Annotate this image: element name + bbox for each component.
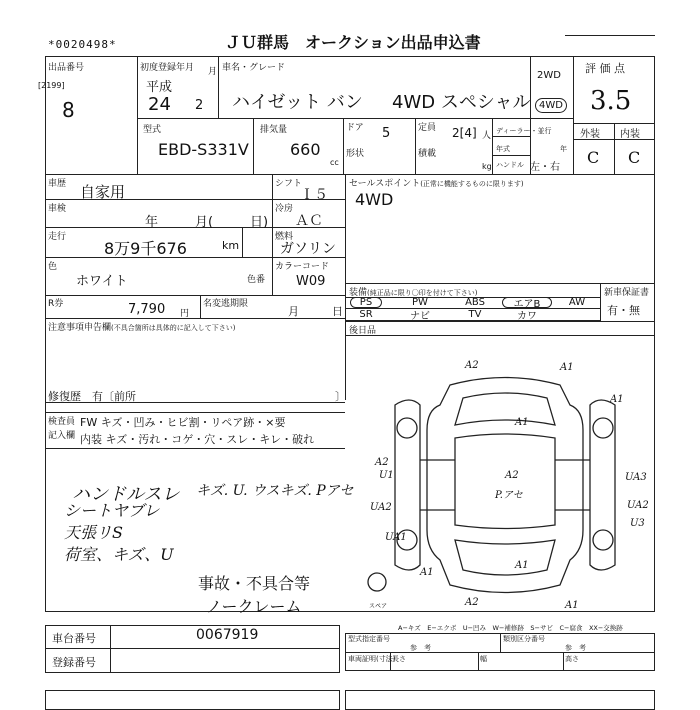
equipment-label: 装備(純正品に限り〇印を付けて下さい) — [349, 288, 478, 298]
fuel-value[interactable]: ガソリン — [280, 241, 336, 257]
load-unit: kg — [482, 162, 492, 171]
displacement-unit: cc — [330, 158, 339, 167]
equipment-item[interactable]: SR — [359, 309, 373, 320]
model-value[interactable]: EBD-S331V — [158, 140, 249, 159]
color-label: 色 — [48, 262, 58, 272]
notes-sub: (不具合箇所は具体的に記入して下さい) — [111, 324, 236, 332]
mileage-unit: km — [222, 239, 240, 252]
inspection-label: 車検 — [48, 204, 67, 214]
equipment-item[interactable]: ナビ — [410, 311, 430, 322]
color-value[interactable]: ホワイト — [76, 274, 128, 289]
size-label: 車両証明(寸法) — [348, 655, 396, 663]
equipment-item[interactable]: ABS — [465, 297, 485, 308]
class-label: 類別区分番号 — [503, 635, 545, 643]
damage-mark: U3 — [630, 518, 645, 529]
fuel-label: 燃料 — [275, 232, 294, 242]
lot-label: 出品番号 — [48, 63, 85, 73]
model-cert-ref: 参 考 — [410, 644, 431, 652]
shift-label: シフト — [275, 179, 303, 189]
class-ref: 参 考 — [565, 644, 586, 652]
equipment-item[interactable]: エアB — [502, 297, 552, 308]
first-reg-year[interactable]: 24 — [148, 94, 171, 115]
handwritten-line-2[interactable]: シートヤブレ — [64, 501, 160, 520]
equipment-item[interactable]: TV — [468, 309, 482, 320]
doors-value[interactable]: 5 — [382, 126, 391, 141]
handwritten-extra: キズ. U. ウスキズ. Pアセ — [196, 483, 354, 499]
damage-mark: A1 — [565, 600, 579, 611]
capacity-value[interactable]: 2[4] — [452, 126, 477, 140]
equipment-item[interactable]: AW — [568, 297, 586, 308]
car-name-value[interactable]: ハイゼット バン — [232, 92, 363, 113]
color-code-label: カラーコード — [275, 262, 330, 272]
equipment-item[interactable]: カワ — [517, 311, 537, 322]
inspector-row-2[interactable]: 内装 キズ・汚れ・コゲ・穴・スレ・キレ・破れ — [80, 433, 315, 446]
car-damage-diagram — [355, 350, 655, 615]
stamp-line-2: ノークレーム — [206, 597, 302, 616]
new-car-warranty-value[interactable]: 有・無 — [607, 304, 640, 317]
stamp-line-1: 事故・不具合等 — [198, 574, 311, 593]
equipment-sub: (純正品に限り〇印を付けて下さい) — [367, 289, 478, 297]
first-reg-month[interactable]: 2 — [195, 98, 204, 113]
usage-value[interactable]: 自家用 — [80, 183, 126, 201]
model-cert-label: 型式指定番号 — [348, 635, 390, 643]
exterior-score[interactable]: C — [587, 148, 600, 167]
bottom-strip-right — [345, 690, 655, 710]
damage-mark: A2 — [465, 360, 479, 371]
handwritten-line-4[interactable]: 荷室、キズ、U — [64, 545, 174, 564]
handwritten-line-1[interactable]: ハンドルスレ — [72, 484, 180, 505]
new-car-warranty-label: 新車保証書 — [604, 288, 650, 298]
shape-label: 形状 — [346, 149, 365, 159]
mileage-value[interactable]: 8万9千676 — [104, 239, 187, 258]
name-change-day[interactable]: 日 — [332, 305, 343, 318]
color-code-value[interactable]: W09 — [296, 274, 326, 289]
inspection-year[interactable]: 年 — [145, 215, 159, 230]
spare-label: スペア — [369, 603, 388, 610]
height-label: 高さ — [565, 655, 579, 663]
sales-point-note: (正常に機能するものに限ります) — [420, 180, 524, 188]
damage-mark: A1 — [515, 560, 529, 571]
cooling-value[interactable]: ＡＣ — [295, 213, 323, 229]
shift-value[interactable]: Ｉ５ — [300, 187, 328, 203]
damage-mark: A2 — [505, 470, 519, 481]
recycle-value[interactable]: 7,790 — [128, 302, 166, 317]
bottom-strip-left — [45, 690, 340, 710]
damage-mark: UA2 — [370, 502, 392, 513]
notes-label: 注意事項申告欄(不具合箇所は具体的に記入して下さい) — [48, 323, 236, 333]
damage-mark: A1 — [515, 417, 529, 428]
dealer-label: ディーラー・並行 — [496, 127, 552, 135]
repair-history[interactable]: 修復歴 有〔前所 — [48, 390, 136, 403]
capacity-label: 定員 — [418, 123, 437, 133]
load-label: 積載 — [418, 149, 437, 159]
inspector-row-1[interactable]: FW キズ・凹み・ヒビ割・リペア跡・×要 — [80, 416, 286, 429]
chassis-label: 車台番号 — [52, 632, 96, 645]
car-grade-value[interactable]: 4WD スペシャル — [392, 92, 531, 113]
lot-number[interactable]: 8 — [62, 98, 75, 122]
rear-seat-label: 後日品 — [349, 326, 377, 336]
year-unit: 年 — [560, 145, 567, 153]
doors-label: ドア — [346, 123, 364, 133]
mileage-label: 走行 — [48, 232, 67, 242]
inspection-day[interactable]: 日) — [250, 215, 269, 230]
form-title: ＪＵ群馬 オークション出品申込書 — [225, 33, 481, 52]
damage-mark: A1 — [560, 362, 574, 373]
name-change-month[interactable]: 月 — [288, 305, 299, 318]
top-right-line — [565, 35, 655, 36]
damage-legend: A−キズ E−エクボ U−凹み W−補修跡 S−サビ C−腐食 XX−交換跡 — [398, 624, 623, 632]
year-label: 年式 — [496, 145, 510, 153]
reg-number-label: 登録番号 — [52, 656, 96, 669]
damage-mark: A2 — [465, 597, 479, 608]
displacement-value[interactable]: 660 — [290, 140, 321, 159]
chassis-value[interactable]: 0067919 — [196, 627, 259, 643]
sales-point-value[interactable]: 4WD — [355, 190, 394, 209]
exterior-label: 外装 — [580, 129, 600, 140]
handle-label: ハンドル — [496, 161, 524, 169]
width-label: 幅 — [480, 655, 487, 663]
inspection-month[interactable]: 月( — [195, 215, 214, 230]
interior-score[interactable]: C — [628, 148, 641, 167]
score-value[interactable]: 3.5 — [590, 86, 632, 116]
car-name-label: 車名・グレード — [222, 63, 286, 73]
sales-point-label: セールスポイント(正常に機能するものに限ります) — [349, 179, 524, 189]
length-label: 長さ — [392, 655, 406, 663]
name-change-label: 名変逃期限 — [203, 299, 249, 309]
damage-mark: UA2 — [627, 500, 649, 511]
damage-mark: U1 — [379, 470, 394, 481]
serial-number: *0020498* — [48, 38, 117, 51]
score-label: 評 価 点 — [585, 62, 625, 75]
first-reg-label: 初度登録年月 — [140, 63, 195, 73]
lot-code: [2199] — [38, 81, 65, 90]
damage-mark: A1 — [610, 394, 624, 405]
capacity-unit: 人 — [482, 131, 492, 141]
handwritten-line-3[interactable]: 天張リS — [64, 523, 123, 542]
first-reg-era: 平成 — [146, 80, 173, 95]
inspector-label-2: 記入欄 — [48, 431, 76, 441]
drive-4wd[interactable]: 4WD — [535, 98, 567, 113]
color-no-label: 色番 — [247, 275, 266, 285]
cooling-label: 冷房 — [275, 204, 294, 214]
interior-label: 内装 — [620, 129, 640, 140]
inspector-label-1: 検査員 — [48, 417, 76, 427]
recycle-label: R券 — [48, 299, 64, 309]
equipment-item[interactable]: PW — [412, 297, 428, 308]
equipment-item[interactable]: PS — [350, 297, 382, 308]
usage-label: 車歴 — [48, 179, 67, 189]
first-reg-month-unit: 月 — [208, 67, 218, 77]
recycle-unit: 円 — [180, 309, 190, 319]
damage-mark: A2 — [375, 457, 389, 468]
repair-close: 〕 — [335, 390, 346, 403]
displacement-label: 排気量 — [260, 125, 288, 135]
handle-value[interactable]: 左・右 — [530, 162, 560, 173]
damage-mark: UA3 — [625, 472, 647, 483]
damage-mark: UA1 — [385, 532, 407, 543]
drive-2wd[interactable]: 2WD — [537, 70, 561, 81]
model-label: 型式 — [143, 125, 162, 135]
damage-mark: A1 — [420, 567, 434, 578]
damage-mark: P.アセ — [495, 490, 523, 501]
